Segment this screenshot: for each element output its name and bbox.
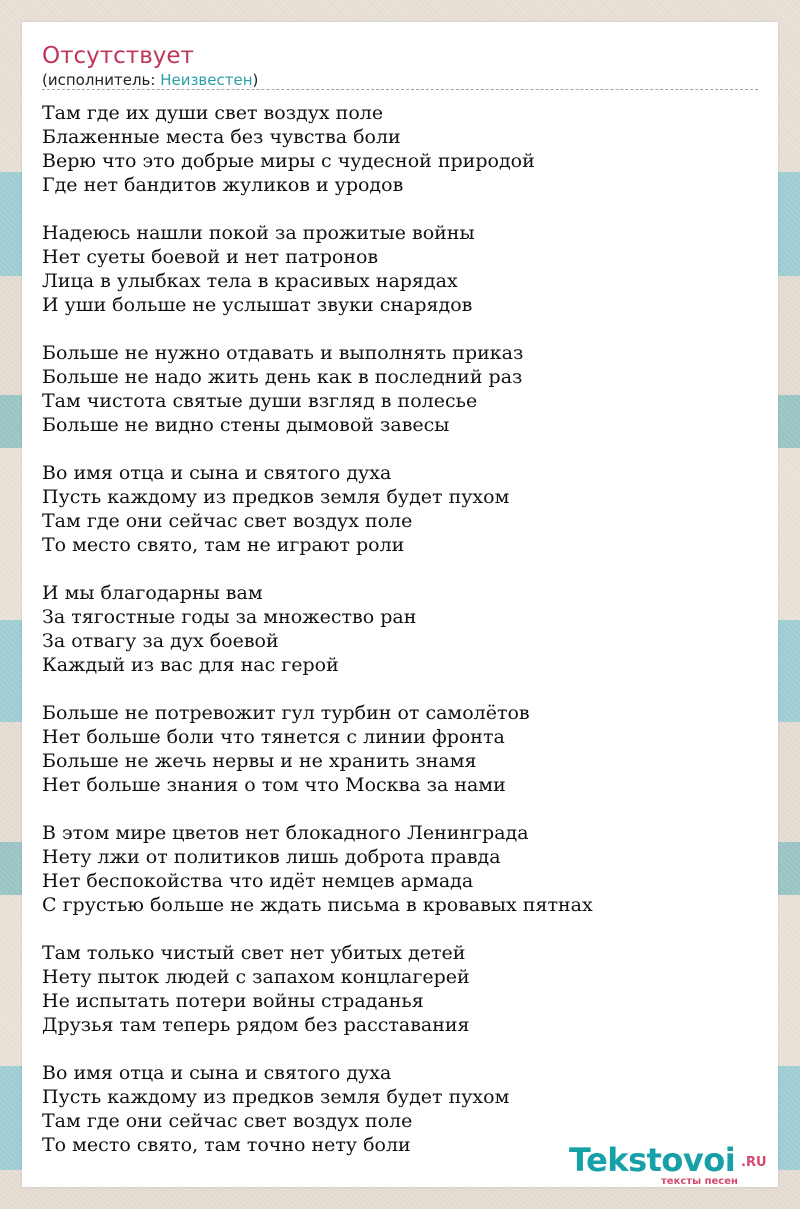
lyric-line: Нету пыток людей с запахом концлагерей	[42, 966, 470, 988]
artist-link[interactable]: Неизвестен	[160, 71, 253, 89]
lyric-line: Там только чистый свет нет убитых детей	[42, 942, 466, 964]
lyric-line: То место свято, там точно нету боли	[42, 1134, 411, 1156]
lyric-line: И уши больше не услышат звуки снарядов	[42, 294, 473, 316]
lyrics-body	[42, 101, 758, 1181]
logo-tagline: тексты песен	[661, 1176, 738, 1187]
lyric-line: Больше не потревожит гул турбин от самолётов	[42, 702, 530, 724]
lyric-line: Во имя отца и сына и святого духа	[42, 1062, 392, 1084]
artist-prefix: (исполнитель:	[42, 71, 161, 89]
lyric-line: Там чистота святые души взгляд в полесье	[42, 390, 478, 412]
lyrics-stanza	[42, 701, 758, 797]
lyric-line: Каждый из вас для нас герой	[42, 654, 339, 676]
lyric-line: То место свято, там не играют роли	[42, 534, 405, 556]
lyrics-stanza	[42, 941, 758, 1037]
lyric-line: В этом мире цветов нет блокадного Ленинграда	[42, 822, 529, 844]
lyric-line: Там где они сейчас свет воздух поле	[42, 510, 413, 532]
logo-tld: .RU	[741, 1155, 767, 1170]
lyrics-stanza	[42, 101, 758, 197]
lyric-line: За тягостные годы за множество ран	[42, 606, 417, 628]
lyric-line: Лица в улыбках тела в красивых нарядах	[42, 270, 458, 292]
lyric-line: Во имя отца и сына и святого духа	[42, 462, 392, 484]
song-title: Отсутствует	[42, 43, 194, 69]
lyric-line: Нет больше знания о том что Москва за нами	[42, 774, 506, 796]
lyric-line: Надеюсь нашли покой за прожитые войны	[42, 222, 475, 244]
lyric-line: Нет беспокойства что идёт немцев армада	[42, 870, 474, 892]
lyric-line: Нет больше боли что тянется с линии фронта	[42, 726, 505, 748]
lyric-line: Больше не жечь нервы и не хранить знамя	[42, 750, 477, 772]
lyric-line: И мы благодарны вам	[42, 582, 263, 604]
lyrics-stanza	[42, 341, 758, 437]
lyric-line: Больше не видно стены дымовой завесы	[42, 414, 450, 436]
lyric-line: Больше не надо жить день как в последний раз	[42, 366, 523, 388]
site-logo[interactable]	[569, 1140, 779, 1188]
lyric-line: Где нет бандитов жуликов и уродов	[42, 174, 404, 196]
title-divider	[42, 89, 758, 90]
logo-wordmark: Tekstovoi	[569, 1141, 736, 1179]
lyric-line: Верю что это добрые миры с чудесной природой	[42, 150, 535, 172]
lyrics-stanza	[42, 221, 758, 317]
lyric-line: Там где их души свет воздух поле	[42, 102, 384, 124]
lyrics-stanza	[42, 461, 758, 557]
lyrics-stanza	[42, 581, 758, 677]
lyric-line: Там где они сейчас свет воздух поле	[42, 1110, 413, 1132]
lyric-line: Не испытать потери войны страданья	[42, 990, 424, 1012]
lyric-line: Пусть каждому из предков земля будет пухом	[42, 1086, 510, 1108]
artist-line	[42, 70, 258, 90]
lyric-line: Друзья там теперь рядом без расставания	[42, 1014, 470, 1036]
lyric-line: Нет суеты боевой и нет патронов	[42, 246, 379, 268]
lyric-line: За отвагу за дух боевой	[42, 630, 279, 652]
lyric-line: Блаженные места без чувства боли	[42, 126, 401, 148]
lyrics-card	[22, 22, 778, 1187]
lyric-line: С грустью больше не ждать письма в кровавых пятнах	[42, 894, 593, 916]
lyric-line: Нету лжи от политиков лишь доброта правда	[42, 846, 501, 868]
lyric-line: Пусть каждому из предков земля будет пухом	[42, 486, 510, 508]
artist-suffix: )	[252, 71, 259, 89]
lyrics-stanza	[42, 821, 758, 917]
lyric-line: Больше не нужно отдавать и выполнять приказ	[42, 342, 524, 364]
